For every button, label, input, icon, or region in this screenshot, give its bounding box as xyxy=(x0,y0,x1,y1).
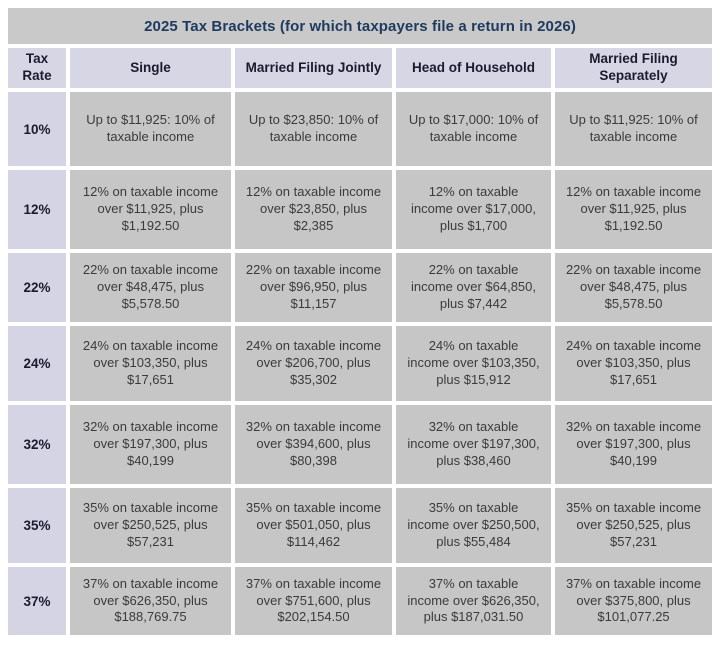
bracket-cell-head-of-household: 32% on taxable income over $197,300, plus $38,460 xyxy=(396,405,551,484)
bracket-cell-married-jointly: 12% on taxable income over $23,850, plus $2,385 xyxy=(235,170,392,249)
bracket-cell-married-separately: 22% on taxable income over $48,475, plus $5,578.50 xyxy=(555,253,712,322)
table-row xyxy=(8,567,712,635)
tax-brackets-table xyxy=(4,4,716,639)
bracket-cell-married-jointly: 32% on taxable income over $394,600, plus $80,398 xyxy=(235,405,392,484)
bracket-cell-married-jointly: 22% on taxable income over $96,950, plus $11,157 xyxy=(235,253,392,322)
bracket-cell-single: 24% on taxable income over $103,350, plus $17,651 xyxy=(70,326,231,401)
table-row xyxy=(8,253,712,322)
bracket-cell-head-of-household: 22% on taxable income over $64,850, plus $7,442 xyxy=(396,253,551,322)
bracket-cell-married-separately: 37% on taxable income over $375,800, plus $101,077.25 xyxy=(555,567,712,635)
table-row xyxy=(8,92,712,166)
tax-rate-cell: 35% xyxy=(8,488,66,563)
column-header-single: Single xyxy=(70,48,231,88)
column-header-married-filing-jointly: Married Filing Jointly xyxy=(235,48,392,88)
bracket-cell-single: 35% on taxable income over $250,525, plus $57,231 xyxy=(70,488,231,563)
tax-rate-cell: 22% xyxy=(8,253,66,322)
bracket-cell-married-separately: 12% on taxable income over $11,925, plus $1,192.50 xyxy=(555,170,712,249)
bracket-cell-married-jointly: 24% on taxable income over $206,700, plus $35,302 xyxy=(235,326,392,401)
table-row xyxy=(8,170,712,249)
bracket-cell-single: 12% on taxable income over $11,925, plus $1,192.50 xyxy=(70,170,231,249)
bracket-cell-head-of-household: 24% on taxable income over $103,350, plus $15,912 xyxy=(396,326,551,401)
bracket-cell-single: Up to $11,925: 10% of taxable income xyxy=(70,92,231,166)
bracket-cell-married-jointly: 35% on taxable income over $501,050, plus $114,462 xyxy=(235,488,392,563)
tax-rate-cell: 37% xyxy=(8,567,66,635)
bracket-cell-married-jointly: 37% on taxable income over $751,600, plus $202,154.50 xyxy=(235,567,392,635)
tax-rate-cell: 24% xyxy=(8,326,66,401)
table-row xyxy=(8,488,712,563)
bracket-cell-married-separately: 32% on taxable income over $197,300, plus $40,199 xyxy=(555,405,712,484)
bracket-cell-single: 37% on taxable income over $626,350, plus $188,769.75 xyxy=(70,567,231,635)
bracket-cell-married-separately: Up to $11,925: 10% of taxable income xyxy=(555,92,712,166)
bracket-cell-single: 22% on taxable income over $48,475, plus $5,578.50 xyxy=(70,253,231,322)
column-header-tax-rate: Tax Rate xyxy=(8,48,66,88)
table-header-row xyxy=(8,48,712,88)
bracket-cell-head-of-household: 35% on taxable income over $250,500, plus $55,484 xyxy=(396,488,551,563)
bracket-cell-head-of-household: 37% on taxable income over $626,350, plus $187,031.50 xyxy=(396,567,551,635)
tax-rate-cell: 10% xyxy=(8,92,66,166)
bracket-cell-head-of-household: 12% on taxable income over $17,000, plus $1,700 xyxy=(396,170,551,249)
column-header-married-filing-separately: Married Filing Separately xyxy=(555,48,712,88)
table-row xyxy=(8,326,712,401)
tax-rate-cell: 12% xyxy=(8,170,66,249)
bracket-cell-married-separately: 24% on taxable income over $103,350, plus $17,651 xyxy=(555,326,712,401)
column-header-head-of-household: Head of Household xyxy=(396,48,551,88)
table-title: 2025 Tax Brackets (for which taxpayers file a return in 2026) xyxy=(8,8,712,44)
bracket-cell-single: 32% on taxable income over $197,300, plus $40,199 xyxy=(70,405,231,484)
bracket-cell-married-separately: 35% on taxable income over $250,525, plus $57,231 xyxy=(555,488,712,563)
table-title-row xyxy=(8,8,712,44)
tax-rate-cell: 32% xyxy=(8,405,66,484)
bracket-cell-married-jointly: Up to $23,850: 10% of taxable income xyxy=(235,92,392,166)
table-row xyxy=(8,405,712,484)
bracket-cell-head-of-household: Up to $17,000: 10% of taxable income xyxy=(396,92,551,166)
